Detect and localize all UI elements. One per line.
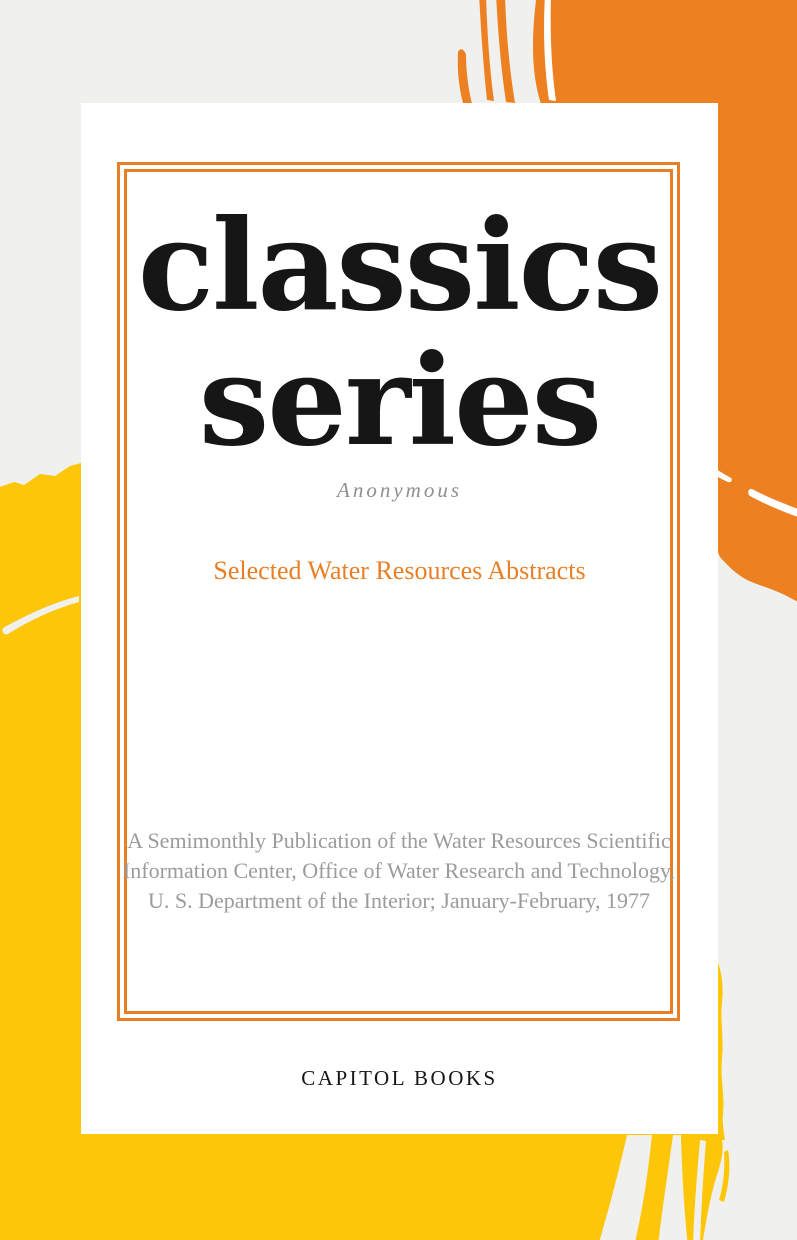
author-name: Anonymous [337, 478, 462, 502]
book-title [81, 193, 718, 474]
subtitle: Selected Water Resources Abstracts [213, 556, 586, 585]
orange-bristle-streak [479, 0, 494, 101]
orange-bristle-streak [458, 49, 472, 104]
book-title-line1: classics [137, 193, 662, 339]
publisher-name: CAPITOL BOOKS [301, 1066, 498, 1090]
description: A Semimonthly Publication of the Water Resources Scientific Information Center, Office of Water Research and Technology, U. S. Department of the Interior; January-February, 1977 [122, 828, 676, 913]
book-title-line2: series [198, 328, 601, 474]
yellow-brush-stroke [0, 463, 81, 1240]
cover-card [81, 103, 718, 1134]
orange-bristle-streak [496, 0, 515, 103]
